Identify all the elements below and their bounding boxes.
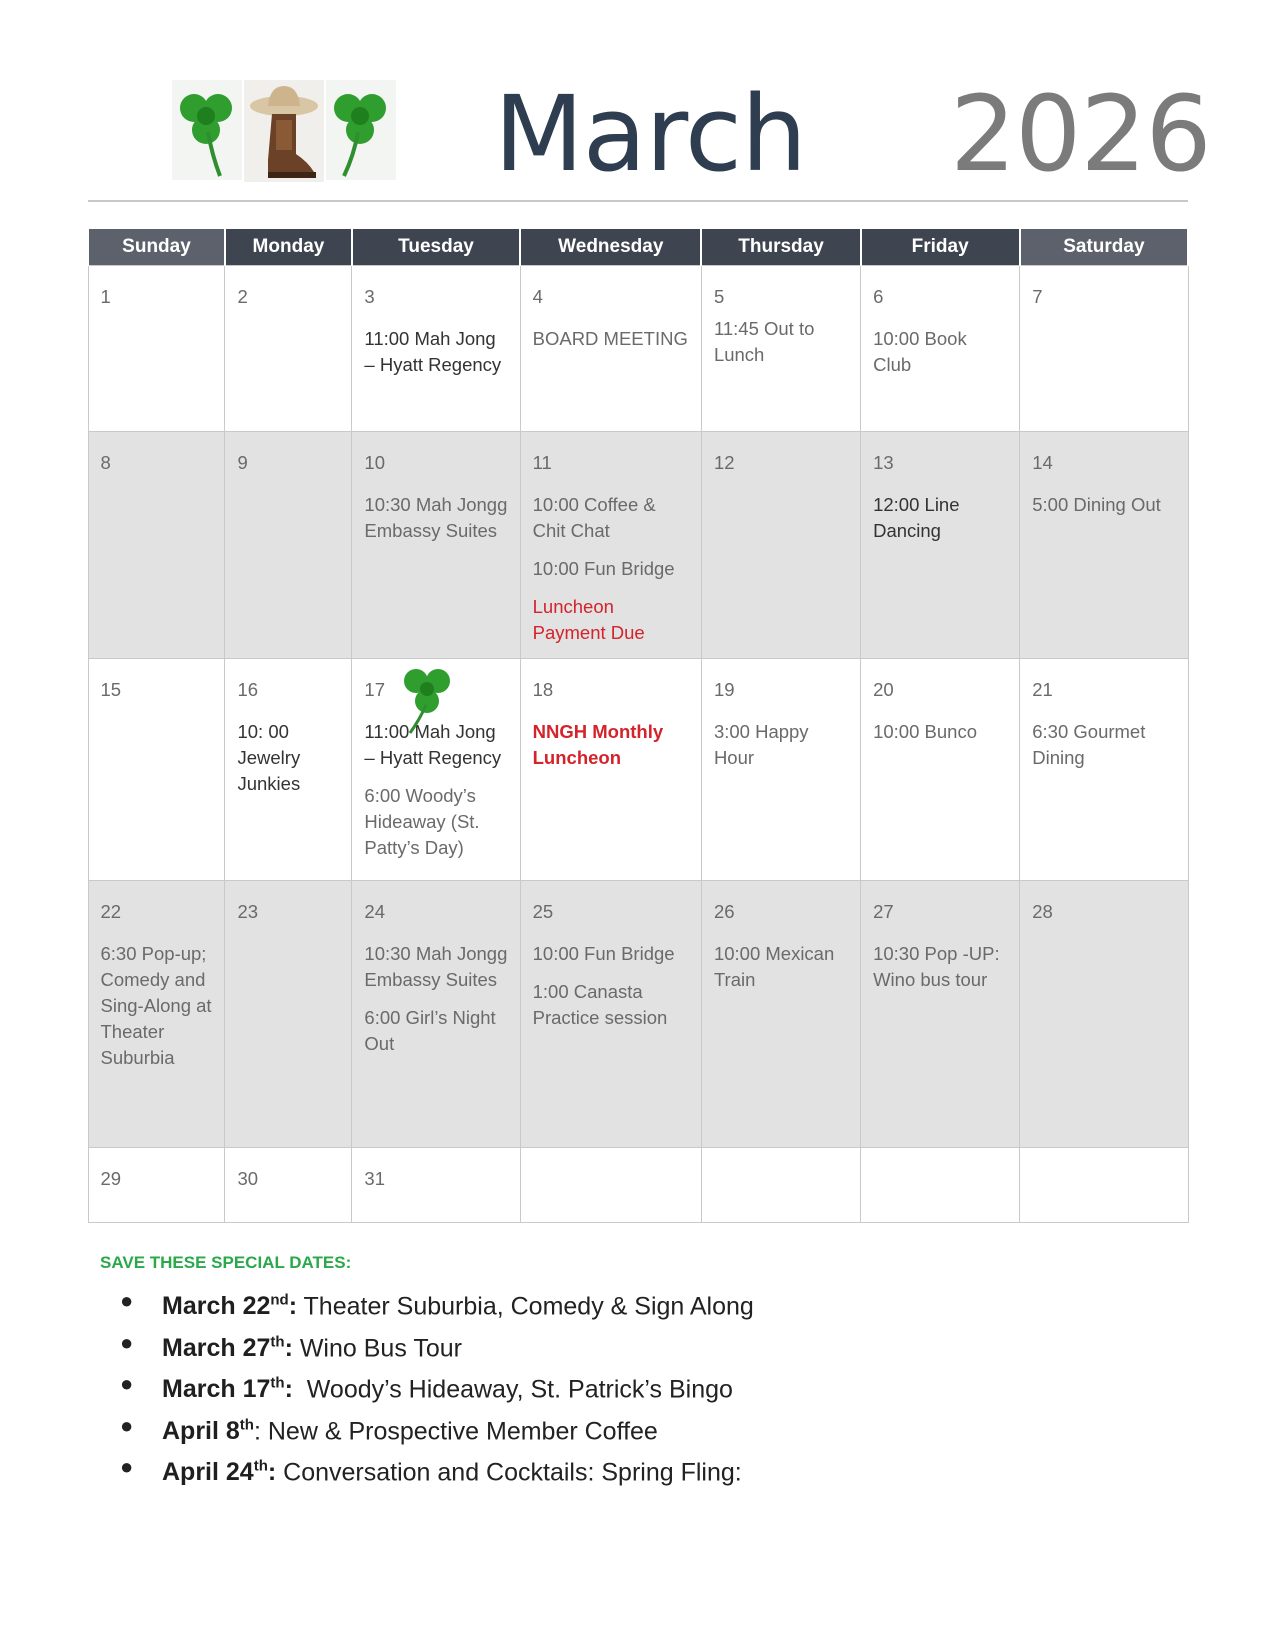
- special-date-text: Wino Bus Tour: [292, 1333, 462, 1362]
- day-number: 30: [237, 1168, 259, 1189]
- day-number: 20: [873, 679, 894, 700]
- day-cell: [1020, 266, 1188, 432]
- day-cell: [701, 266, 860, 432]
- day-number: 10: [364, 452, 385, 473]
- date-separator: :: [288, 1292, 298, 1321]
- day-cell: [1020, 432, 1188, 659]
- special-date-text: Woody’s Hideaway, St. Patrick’s Bingo: [292, 1375, 733, 1404]
- day-number: 26: [713, 901, 735, 922]
- day-number: 1: [100, 286, 111, 307]
- day-cell: [1020, 659, 1188, 881]
- event-text: 10:30 Mah Jongg Embassy Suites: [364, 494, 508, 541]
- day-number: 5: [713, 286, 725, 307]
- date-suffix: th: [270, 1333, 285, 1351]
- day-number: 3: [364, 286, 375, 307]
- day-cell: [88, 266, 225, 432]
- day-cell: [861, 266, 1020, 432]
- day-cell: [352, 1148, 520, 1223]
- event-text: 6:00 Woody’s Hideaway (St. Patty’s Day): [364, 785, 480, 858]
- event-text: 6:30 Gourmet Dining: [1032, 721, 1146, 768]
- day-cell: [520, 432, 701, 659]
- event-text: Luncheon Payment Due: [532, 596, 645, 643]
- day-number: 7: [1032, 286, 1043, 307]
- special-date-item: [120, 1409, 754, 1451]
- event-text: 5:00 Dining Out: [1032, 494, 1161, 515]
- event-text: 10: 00 Jewelry Junkies: [237, 721, 301, 794]
- empty-day-cell: [861, 1148, 1020, 1223]
- day-number: 31: [364, 1168, 385, 1189]
- day-cell: [861, 881, 1020, 1148]
- weekday-header: Wednesday: [520, 229, 701, 266]
- day-cell: [225, 266, 352, 432]
- special-dates-list: [120, 1284, 754, 1492]
- event-text: 10:00 Coffee & Chit Chat: [532, 494, 656, 541]
- day-cell: [88, 881, 225, 1148]
- day-number: 25: [532, 901, 554, 922]
- day-number: 19: [713, 679, 735, 700]
- day-number: 2: [237, 286, 248, 307]
- calendar-grid: [87, 229, 1189, 1223]
- calendar-month-title: March: [494, 73, 807, 195]
- day-cell: [88, 432, 225, 659]
- day-cell: [88, 1148, 225, 1223]
- day-cell: [352, 432, 520, 659]
- header-divider: [88, 200, 1188, 202]
- day-cell: [520, 659, 701, 881]
- date-separator: :: [284, 1375, 293, 1404]
- day-number: 22: [100, 901, 122, 922]
- weekday-header: Sunday: [88, 229, 225, 266]
- week-row: [88, 659, 1188, 881]
- day-cell: [352, 659, 520, 881]
- date-suffix: nd: [270, 1292, 289, 1309]
- day-cell: [520, 881, 701, 1148]
- special-date-text: : New & Prospective Member Coffee: [253, 1416, 658, 1445]
- event-text: 11:00 Mah Jong – Hyatt Regency: [364, 328, 502, 375]
- event-text: BOARD MEETING: [532, 328, 688, 349]
- special-date-item: [120, 1326, 754, 1368]
- calendar-year-title: 2026: [950, 73, 1211, 195]
- bullet-icon: ●: [120, 1371, 134, 1396]
- event-text: 11:45 Out to Lunch: [713, 318, 815, 365]
- day-cell: [352, 266, 520, 432]
- event-text: 10:30 Pop -UP: Wino bus tour: [873, 943, 1000, 990]
- day-cell: [225, 659, 352, 881]
- day-number: 24: [364, 901, 385, 922]
- special-date-item: [120, 1367, 754, 1409]
- event-text: 10:00 Book Club: [873, 328, 967, 375]
- event-text: 6:30 Pop-up; Comedy and Sing-Along at Theater Suburbia: [100, 943, 212, 1068]
- day-number: 23: [237, 901, 259, 922]
- special-date-text: Theater Suburbia, Comedy & Sign Along: [297, 1292, 754, 1321]
- day-number: 9: [237, 452, 248, 473]
- day-number: 17: [364, 679, 385, 700]
- day-cell: [352, 881, 520, 1148]
- bullet-icon: ●: [120, 1288, 134, 1313]
- event-text: 3:00 Happy Hour: [713, 721, 809, 768]
- day-cell: [225, 881, 352, 1148]
- day-cell: [861, 659, 1020, 881]
- day-number: 18: [532, 679, 554, 700]
- day-number: 12: [713, 452, 735, 473]
- day-cell: [701, 659, 860, 881]
- special-date-item: [120, 1284, 754, 1326]
- header-decoration: [172, 80, 400, 182]
- shamrock-icon: [398, 663, 458, 735]
- special-dates-heading: SAVE THESE SPECIAL DATES:: [100, 1253, 352, 1272]
- event-text: 10:30 Mah Jongg Embassy Suites: [364, 943, 508, 990]
- day-cell: [225, 1148, 352, 1223]
- empty-day-cell: [701, 1148, 860, 1223]
- day-number: 29: [100, 1168, 122, 1189]
- weekday-header: Monday: [225, 229, 352, 266]
- event-text: 11:00 Mah Jong – Hyatt Regency: [364, 721, 502, 768]
- weekday-header: Thursday: [701, 229, 860, 266]
- day-number: 15: [100, 679, 122, 700]
- day-number: 6: [873, 286, 884, 307]
- day-cell: [701, 881, 860, 1148]
- special-date-label: March 27: [162, 1333, 271, 1362]
- special-date-item: [120, 1450, 754, 1492]
- day-cell: [861, 432, 1020, 659]
- bullet-icon: ●: [120, 1329, 134, 1355]
- day-number: 14: [1032, 452, 1053, 473]
- event-text: 10:00 Fun Bridge: [532, 943, 675, 964]
- weekday-header-row: [88, 229, 1188, 266]
- cowboy-boot-hat-icon: [244, 80, 324, 182]
- day-cell: [520, 266, 701, 432]
- bullet-icon: ●: [120, 1454, 134, 1479]
- empty-day-cell: [1020, 1148, 1188, 1223]
- weekday-header: Saturday: [1020, 229, 1188, 266]
- special-date-label: April 8: [162, 1416, 240, 1445]
- day-number: 28: [1032, 901, 1053, 922]
- weekday-header: Tuesday: [352, 229, 520, 266]
- event-text: 10:00 Mexican Train: [713, 943, 835, 990]
- event-text: 12:00 Line Dancing: [873, 494, 960, 541]
- special-date-label: March 17: [162, 1375, 271, 1404]
- shamrock-icon: [172, 80, 242, 180]
- date-suffix: th: [253, 1458, 268, 1475]
- week-row: [88, 881, 1188, 1148]
- special-date-label: April 24: [162, 1458, 254, 1487]
- day-number: 16: [237, 679, 259, 700]
- day-number: 27: [873, 901, 894, 922]
- weekday-header: Friday: [861, 229, 1020, 266]
- day-cell: [225, 432, 352, 659]
- special-date-text: Conversation and Cocktails: Spring Fling:: [276, 1458, 742, 1487]
- week-row: [88, 1148, 1188, 1223]
- date-separator: :: [284, 1333, 293, 1362]
- empty-day-cell: [520, 1148, 701, 1223]
- week-row: [88, 266, 1188, 432]
- date-suffix: th: [270, 1375, 285, 1392]
- special-date-label: March 22: [162, 1292, 271, 1321]
- date-separator: :: [267, 1458, 277, 1487]
- day-cell: [701, 432, 860, 659]
- bullet-icon: ●: [120, 1412, 134, 1438]
- day-number: 8: [100, 452, 111, 473]
- event-text: 6:00 Girl’s Night Out: [364, 1007, 496, 1054]
- day-cell: [88, 659, 225, 881]
- event-text: 10:00 Bunco: [873, 721, 977, 742]
- shamrock-icon: [326, 80, 396, 180]
- week-row: [88, 432, 1188, 659]
- day-number: 13: [873, 452, 894, 473]
- day-cell: [1020, 881, 1188, 1148]
- day-number: 11: [532, 452, 552, 473]
- day-number: 21: [1032, 679, 1053, 700]
- event-text: NNGH Monthly Luncheon: [532, 721, 664, 768]
- day-number: 4: [532, 286, 543, 307]
- event-text: 10:00 Fun Bridge: [532, 558, 675, 579]
- event-text: 1:00 Canasta Practice session: [532, 981, 668, 1028]
- date-suffix: th: [239, 1416, 254, 1434]
